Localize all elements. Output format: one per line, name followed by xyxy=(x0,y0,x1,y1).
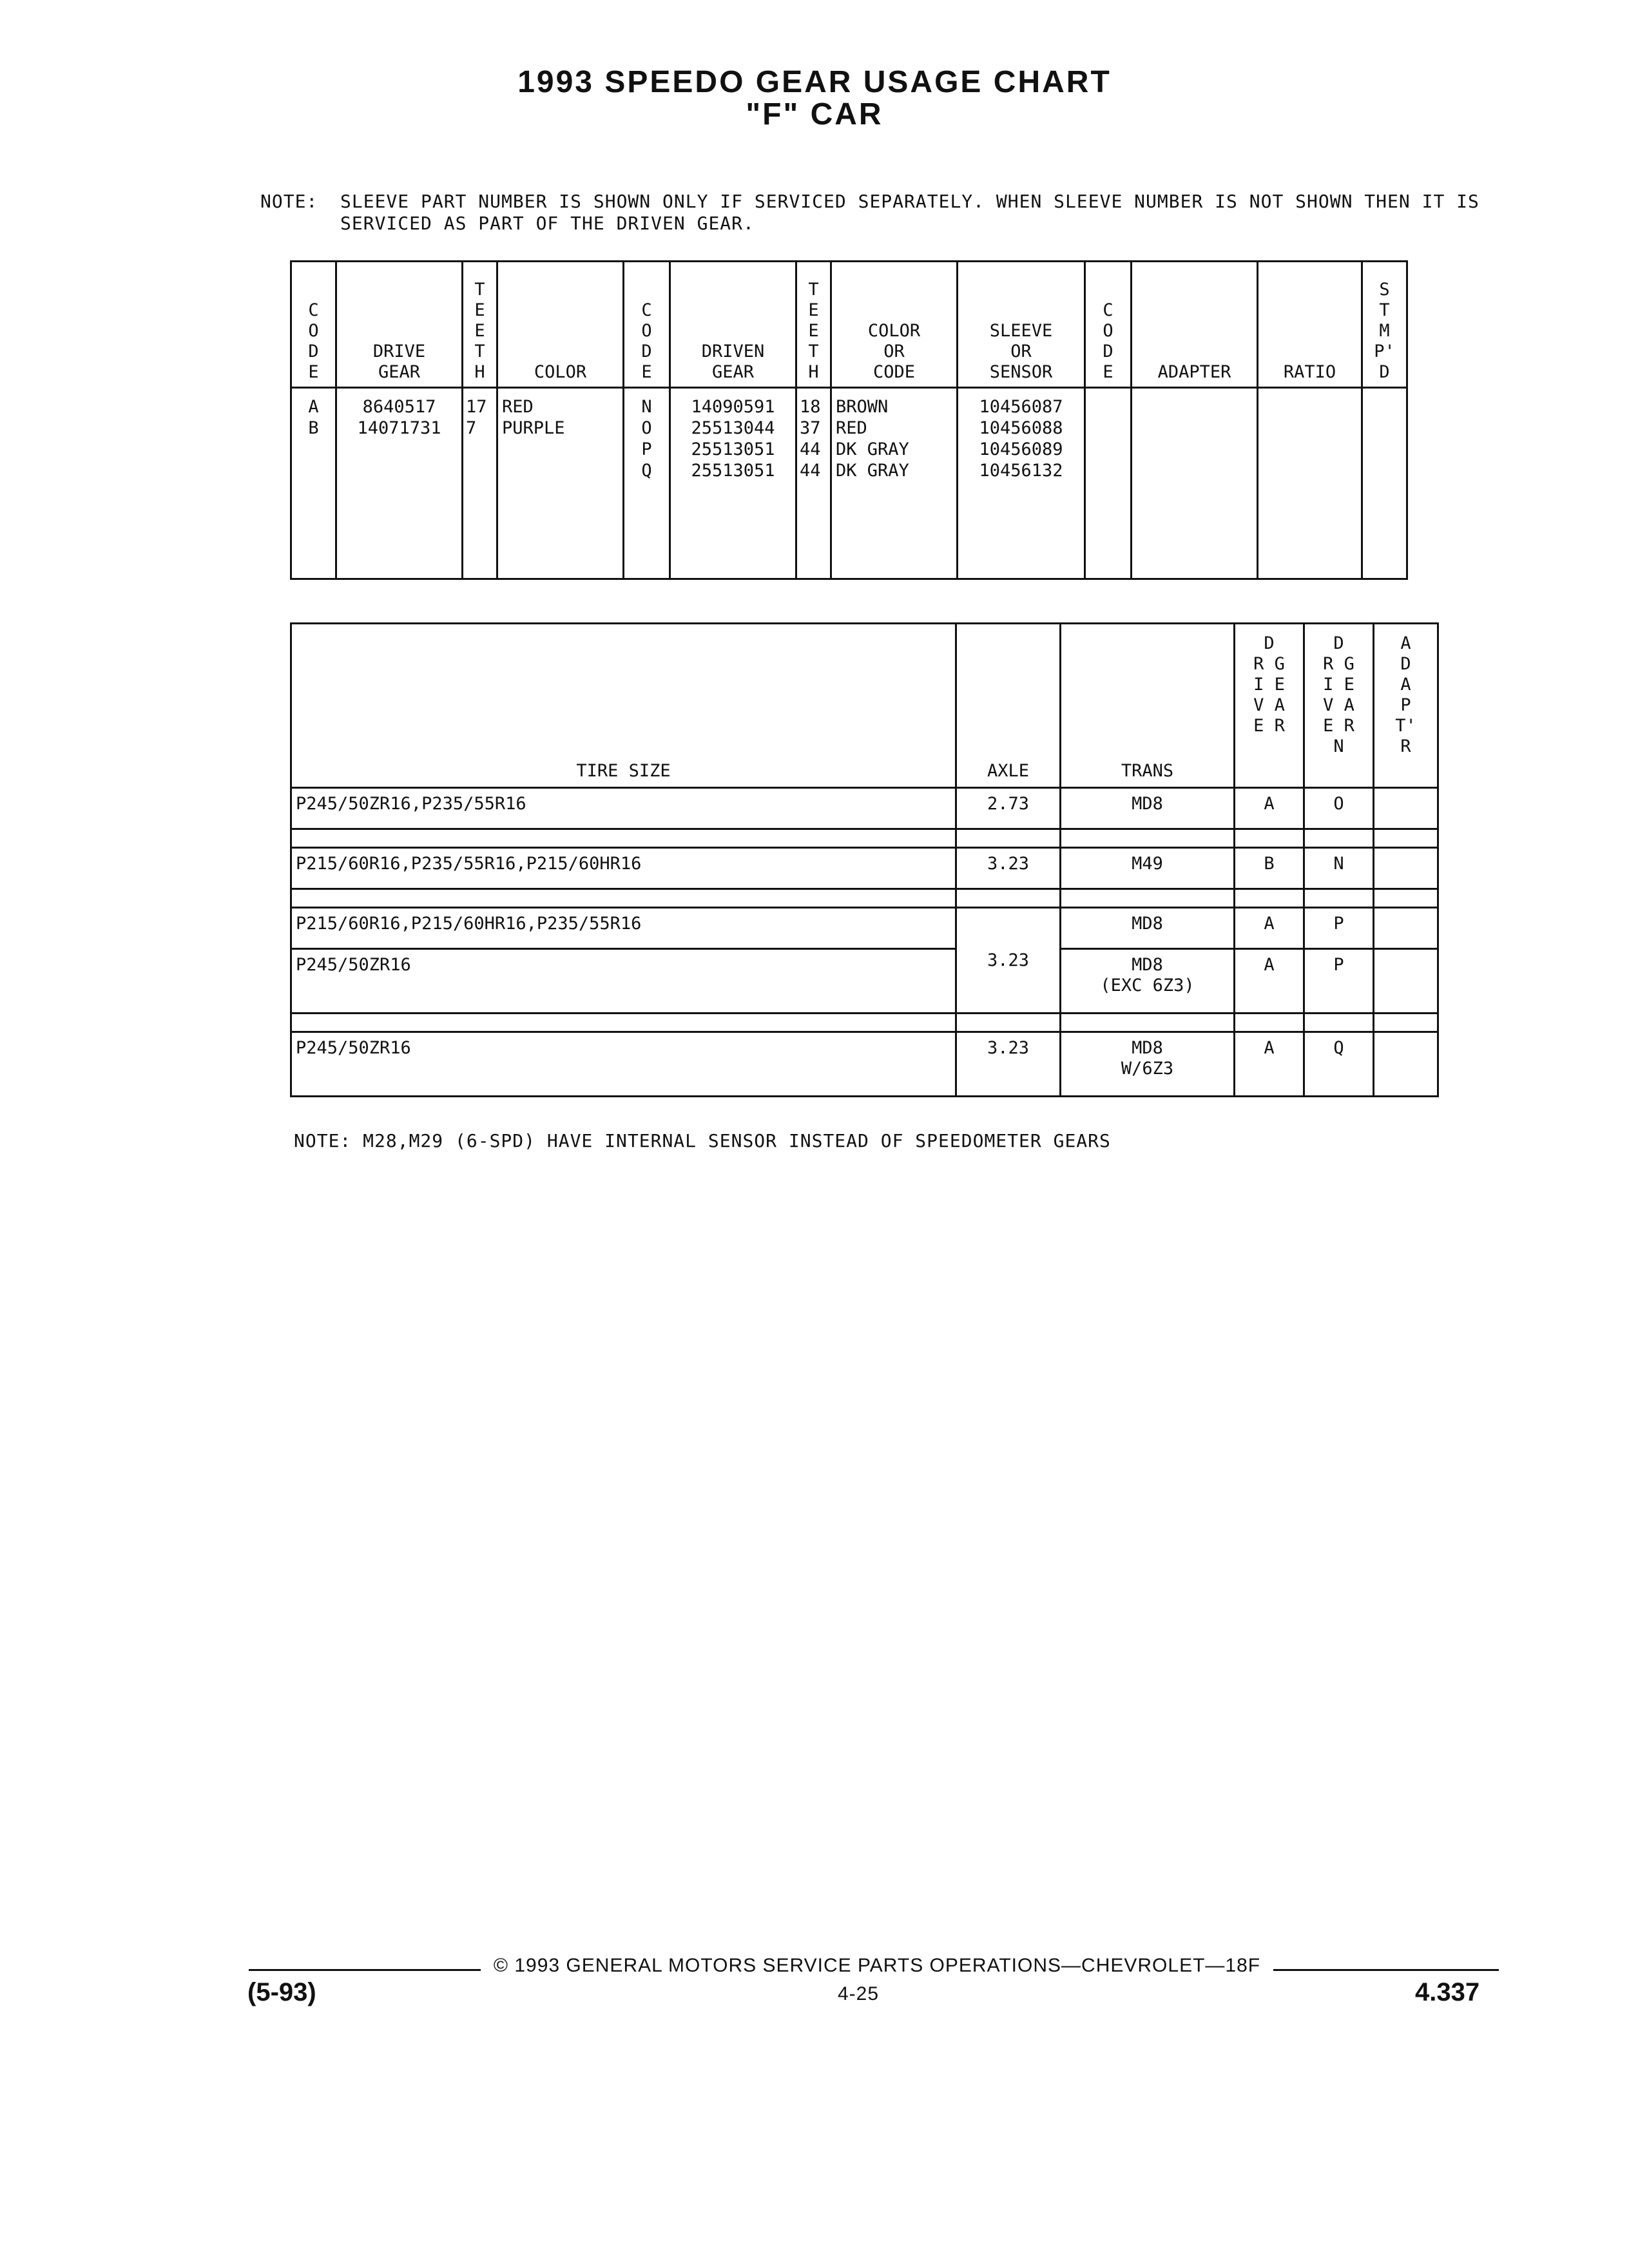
header-trans: TRANS xyxy=(1061,624,1235,788)
header-axle: AXLE xyxy=(956,624,1061,788)
sleeve-code-cell xyxy=(1085,388,1132,579)
header-drive-gear: DRIVE GEAR xyxy=(336,262,463,388)
note-label: NOTE: xyxy=(260,191,318,212)
driven-colors-cell: BROWN RED DK GRAY DK GRAY xyxy=(831,388,958,579)
header-adapter-code: A D A P T' R xyxy=(1374,624,1438,788)
tire-size-cell: P215/60R16,P215/60HR16,P235/55R16 xyxy=(291,908,956,949)
drive-colors-cell: RED PURPLE xyxy=(497,388,624,579)
trans-cell: MD8 W/6Z3 xyxy=(1061,1032,1235,1097)
header-stmpd: S T M P' D xyxy=(1362,262,1407,388)
header-code-sleeve: C O D E xyxy=(1085,262,1132,388)
drive-gears-cell: 8640517 14071731 xyxy=(336,388,463,579)
gear-table xyxy=(290,260,1408,580)
tire-size-cell: P245/50ZR16,P235/55R16 xyxy=(291,788,956,829)
footer-date: (5-93) xyxy=(247,1978,316,2006)
header-drive-gear-code: D R G I E V A E R xyxy=(1235,624,1304,788)
header-sleeve-or-sensor: SLEEVE OR SENSOR xyxy=(958,262,1085,388)
bottom-note: NOTE: M28,M29 (6-SPD) HAVE INTERNAL SENSOR INSTEAD OF SPEEDOMETER GEARS xyxy=(294,1130,1111,1151)
header-color-or-code: COLOR OR CODE xyxy=(831,262,958,388)
axle-cell: 3.23 xyxy=(956,848,1061,889)
header-driven-gear-code: D R G I E V A E R N xyxy=(1304,624,1374,788)
footer-page-number: 4.337 xyxy=(1415,1978,1480,2006)
axle-cell: 3.23 xyxy=(956,908,1061,1014)
page-subtitle: "F" CAR xyxy=(746,97,883,131)
spacer-row xyxy=(291,889,1438,908)
table-row xyxy=(291,788,1438,829)
drive-codes-cell: A B xyxy=(291,388,336,579)
adapter-code-cell xyxy=(1374,949,1438,1014)
header-color: COLOR xyxy=(497,262,624,388)
drive-code-cell: A xyxy=(1235,949,1304,1014)
sleeves-cell: 10456087 10456088 10456089 10456132 xyxy=(958,388,1085,579)
adapter-code-cell xyxy=(1374,1032,1438,1097)
trans-cell: MD8 (EXC 6Z3) xyxy=(1061,949,1235,1014)
header-code-driven: C O D E xyxy=(624,262,670,388)
spacer-row xyxy=(291,829,1438,848)
usage-table xyxy=(290,622,1439,1097)
driven-gears-cell: 14090591 25513044 25513051 25513051 xyxy=(670,388,796,579)
driven-teeth-cell: 18 37 44 44 xyxy=(796,388,831,579)
note-text-line2: SERVICED AS PART OF THE DRIVEN GEAR. xyxy=(340,213,755,234)
ratio-cell xyxy=(1258,388,1362,579)
driven-code-cell: N xyxy=(1304,848,1374,889)
drive-code-cell: B xyxy=(1235,848,1304,889)
adapter-code-cell xyxy=(1374,908,1438,949)
driven-code-cell: P xyxy=(1304,908,1374,949)
footer-rule-left xyxy=(249,1969,481,1971)
tire-size-cell: P245/50ZR16 xyxy=(291,1032,956,1097)
adapter-code-cell xyxy=(1374,848,1438,889)
driven-codes-cell: N O P Q xyxy=(624,388,670,579)
driven-code-cell: P xyxy=(1304,949,1374,1014)
table-row xyxy=(291,848,1438,889)
adapter-code-cell xyxy=(1374,788,1438,829)
tire-size-cell: P215/60R16,P235/55R16,P215/60HR16 xyxy=(291,848,956,889)
spacer-row xyxy=(291,1014,1438,1032)
trans-cell: MD8 xyxy=(1061,908,1235,949)
adapter-cell xyxy=(1132,388,1258,579)
header-adapter: ADAPTER xyxy=(1132,262,1258,388)
trans-cell: M49 xyxy=(1061,848,1235,889)
axle-cell: 3.23 xyxy=(956,1032,1061,1097)
table-row xyxy=(291,908,1438,949)
note-text-line1: SLEEVE PART NUMBER IS SHOWN ONLY IF SERVICED SEPARATELY. WHEN SLEEVE NUMBER IS NOT SHOWN THEN IT IS xyxy=(340,191,1480,212)
header-code: C O D E xyxy=(291,262,336,388)
footer-page-center: 4-25 xyxy=(838,1983,880,2004)
trans-cell: MD8 xyxy=(1061,788,1235,829)
header-teeth: T E E T H xyxy=(463,262,497,388)
drive-code-cell: A xyxy=(1235,1032,1304,1097)
table-row xyxy=(291,949,1438,1014)
stmpd-cell xyxy=(1362,388,1407,579)
driven-code-cell: Q xyxy=(1304,1032,1374,1097)
header-driven-gear: DRIVEN GEAR xyxy=(670,262,796,388)
footer-rule-right xyxy=(1273,1969,1499,1971)
footer-copyright: © 1993 GENERAL MOTORS SERVICE PARTS OPERATIONS—CHEVROLET—18F xyxy=(493,1955,1261,1976)
header-teeth-driven: T E E T H xyxy=(796,262,831,388)
drive-teeth-cell: 17 7 xyxy=(463,388,497,579)
table-row xyxy=(291,1032,1438,1097)
drive-code-cell: A xyxy=(1235,908,1304,949)
tire-size-cell: P245/50ZR16 xyxy=(291,949,956,1014)
header-tire-size: TIRE SIZE xyxy=(291,624,956,788)
page-title: 1993 SPEEDO GEAR USAGE CHART xyxy=(517,65,1112,99)
driven-code-cell: O xyxy=(1304,788,1374,829)
axle-cell: 2.73 xyxy=(956,788,1061,829)
drive-code-cell: A xyxy=(1235,788,1304,829)
header-ratio: RATIO xyxy=(1258,262,1362,388)
